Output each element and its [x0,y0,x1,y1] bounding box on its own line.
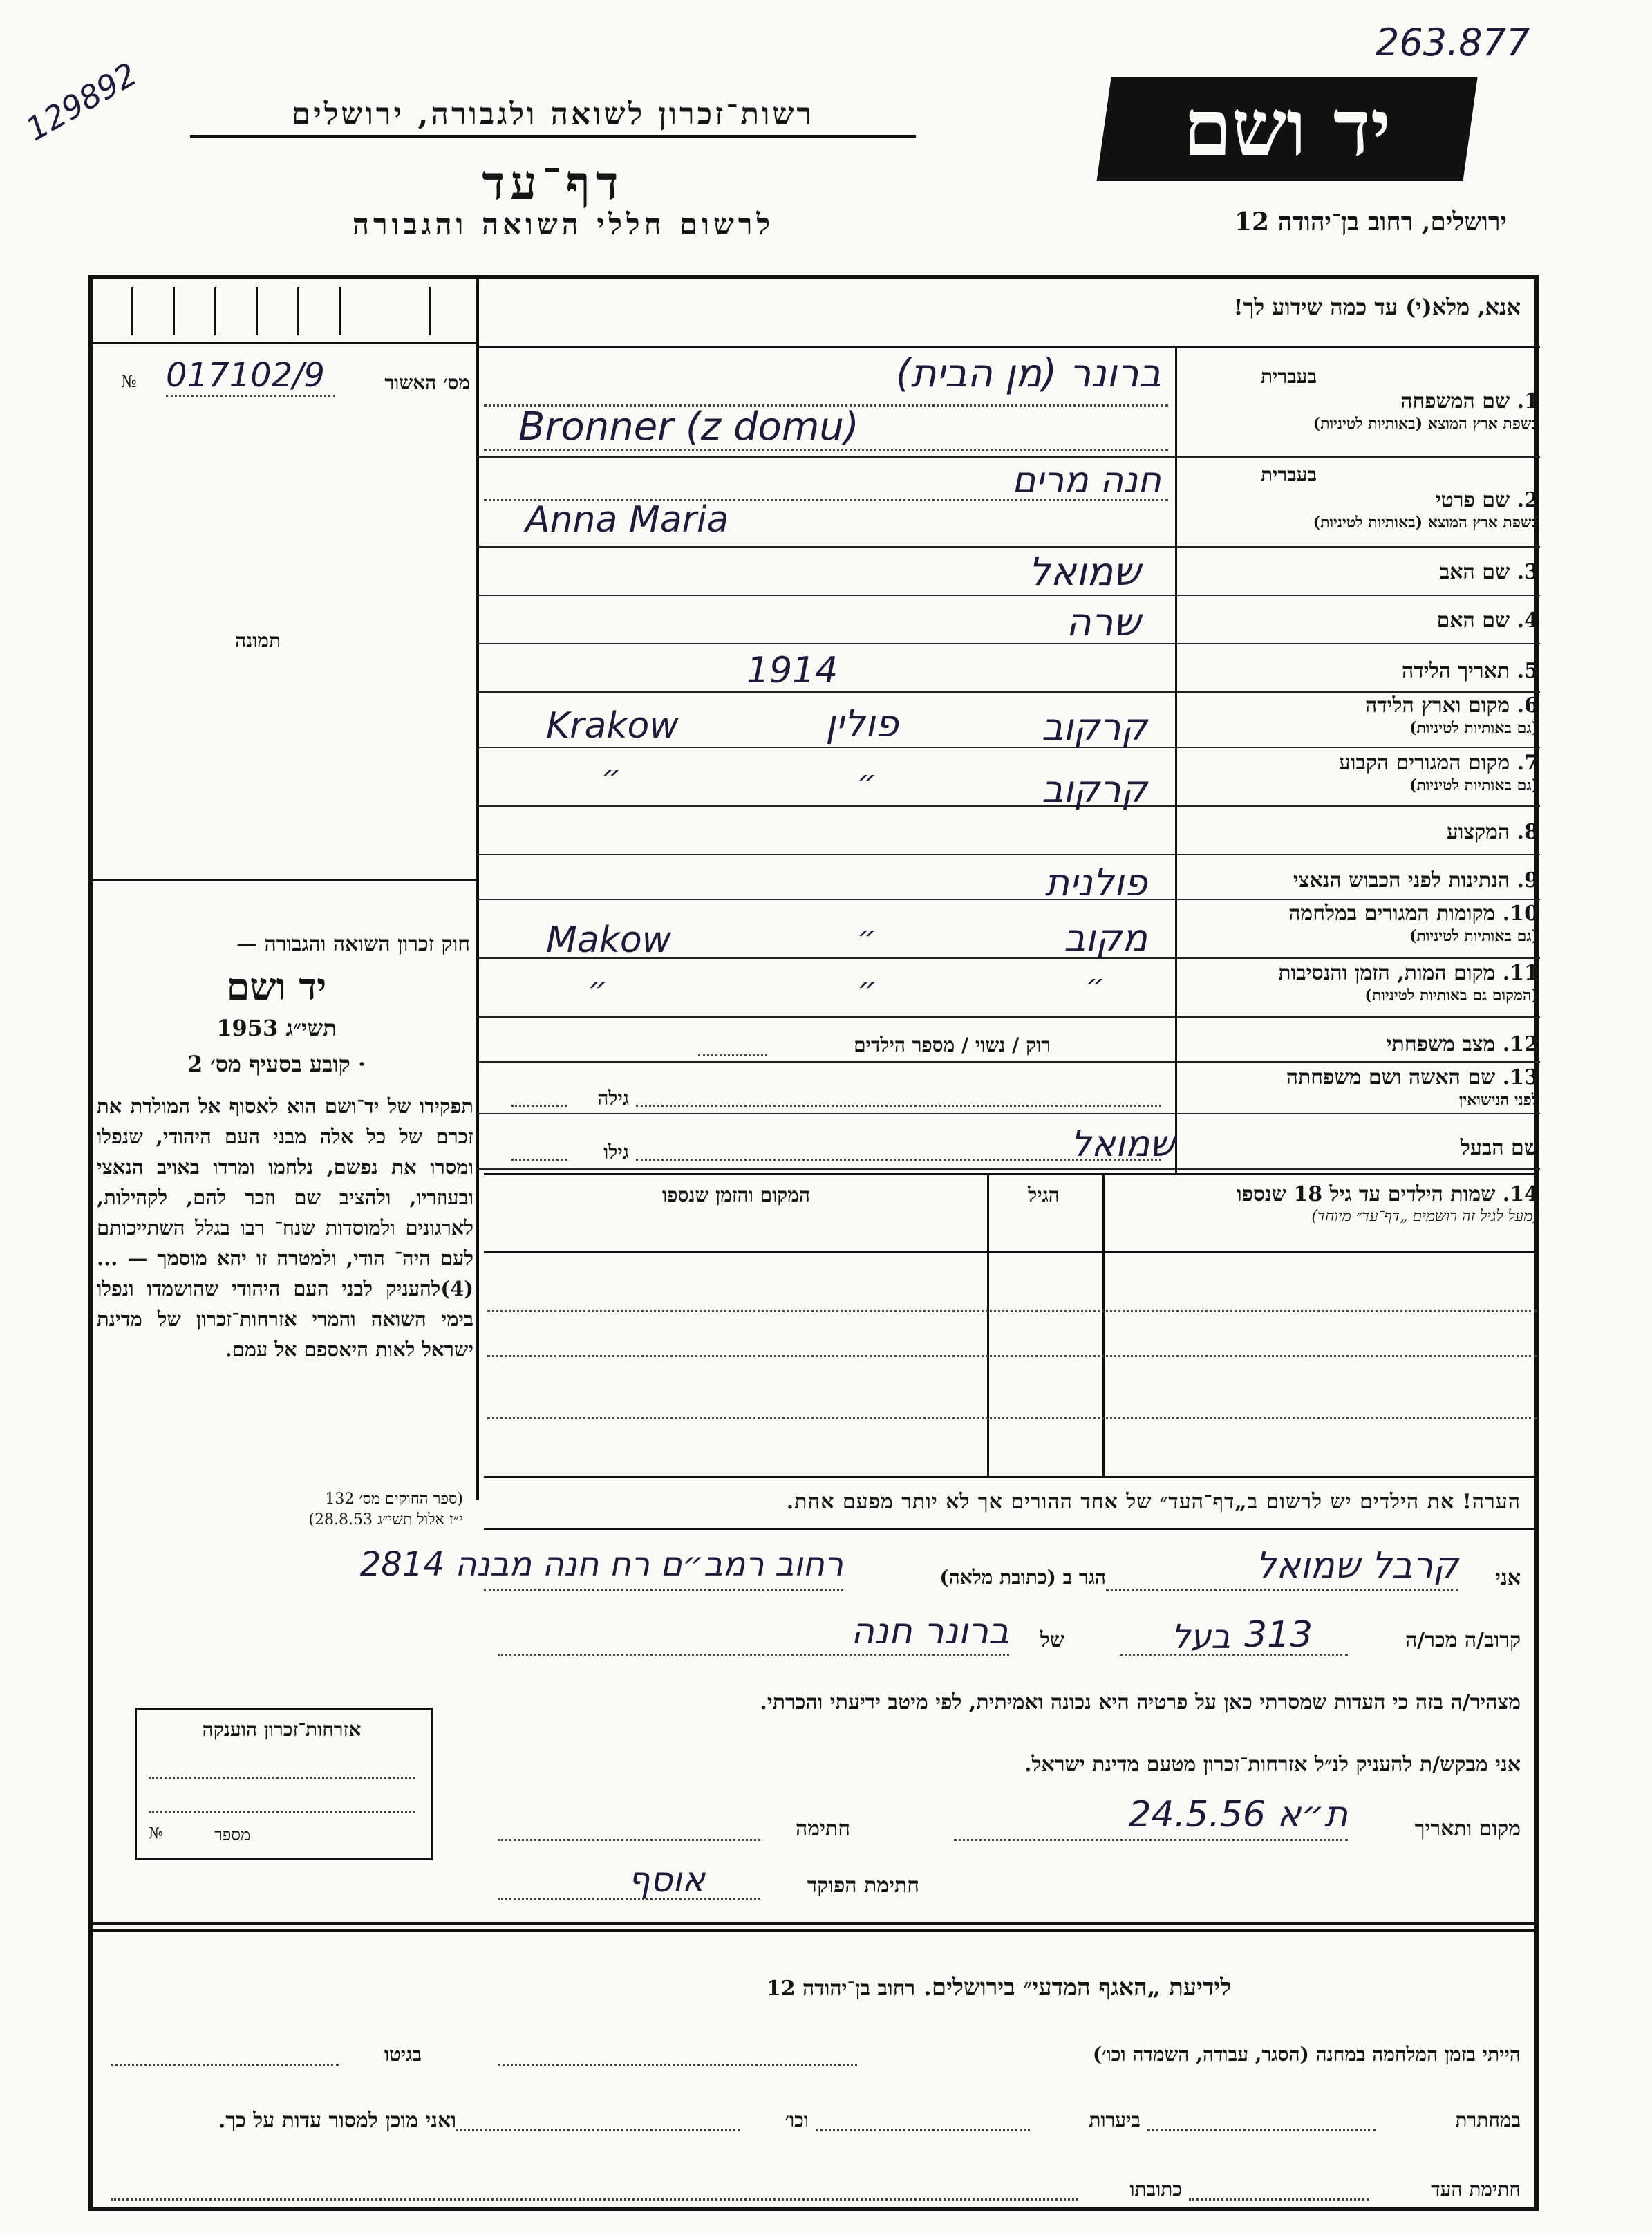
husband-label [1186,1137,1539,1159]
footer-line2-d: ואני מוכן למסור עדות על כך. [218,2109,456,2133]
footer-line2-b: ביערות [1089,2109,1141,2131]
field-2-lang-tag: בעברית [1260,463,1317,486]
field-3-num: 3. [1517,560,1539,584]
field-7-num: 7. [1517,751,1539,775]
decl-of-name: ברונר חנה [850,1611,1009,1652]
footer-line1-b: בגיטו [384,2043,422,2066]
children-col-age: הגיל [1028,1184,1060,1206]
field-12-options: רוק / נשוי / מספר הילדים [854,1034,1051,1056]
citizenship-no-label: מספר [214,1825,251,1844]
law-ref-2: י״ז אלול תשי״ג 28.8.53) [308,1511,463,1529]
decl-place-date-label: מקום ותאריך [1414,1817,1521,1841]
field-8-num: 8. [1517,820,1539,844]
field-7-city: קרקוב [1041,767,1147,811]
form-title: דף־עד [482,156,624,211]
field-10-label [1186,903,1539,947]
citizenship-box-title: אזרחות־זכרון הוענקה [202,1718,362,1741]
field-11-ditto-2: ״ [857,971,877,1007]
address-line: ירושלים, רחוב בן־יהודה 12 [1234,207,1507,236]
authority-text: רשות־זכרון לשואה ולגבורה, ירושלים [291,97,815,132]
field-13-num: 13. [1502,1065,1539,1090]
field-6-sub: (גם באותיות לטיניות) [1409,719,1539,737]
decl-statement: מצהיר/ה בזה כי העדות שמסרתי כאן על פרטיה היא נכונה ואמיתית, לפי מיטב ידיעתי והכרתי. [760,1690,1521,1715]
field-7-ditto-1: ״ [857,764,877,799]
footer-line3-a: חתימת העד [1431,2178,1521,2201]
registration-label: מס׳ האשור [384,371,470,394]
field-1-lang-tag: בעברית [1260,365,1317,388]
decl-place-date: ת״א 24.5.56 [1128,1794,1348,1835]
field-12-label [1186,1034,1539,1056]
footer-line2-c: וכו׳ [785,2109,809,2131]
field-11-ditto-3: ״ [588,971,608,1007]
field-2-value-he: חנה מרים [1011,460,1161,501]
field-10-num: 10. [1502,901,1539,926]
decl-of-label: של [1040,1628,1064,1652]
field-2-label [1186,489,1539,534]
photo-label: תמונה [235,629,281,652]
field-6-latin: Krakow [546,705,679,747]
decl-request: אני מבקש/ת להעניק לנ״ל אזרחות־זכרון מטעם מדינת ישראל. [1024,1753,1521,1777]
field-10-latin: Makow [546,919,672,961]
footer-address: רחוב בן־יהודה 12 [766,1977,916,2001]
husband-value: שמואל [1071,1123,1175,1165]
field-8-label [1186,821,1539,843]
decl-i-name: קרבל שמואל [1255,1545,1458,1587]
registration-no-sign: № [121,372,137,391]
field-3-value: שמואל [1028,550,1141,595]
field-6-num: 6. [1517,693,1539,718]
field-7-label [1186,752,1539,796]
husband-text: שם הבעל [1460,1136,1539,1160]
field-6-text: מקום וארץ הלידה [1364,693,1510,718]
decl-signature-label: חתימה [796,1817,850,1841]
field-9-num: 9. [1517,868,1539,893]
field-2-num: 2. [1517,488,1539,512]
field-13-age-label: גילה [597,1087,629,1110]
field-7-text: מקום המגורים הקבוע [1338,751,1510,775]
field-1-label [1186,391,1539,435]
decl-relation-number: 313 [1244,1614,1313,1656]
field-2-text: שם פרטי [1435,488,1510,512]
field-1-sub: בשפת ארץ המוצא (באותיות לטיניות) [1313,415,1539,433]
field-5-value: 1914 [747,650,838,691]
field-11-text: מקום המות, הזמן והנסיבות [1278,961,1496,985]
field-9-value: פולנית [1044,861,1147,904]
footer-line1-a: הייתי בזמן המלחמה במחנה (הסגר, עבודה, השמדה וכו׳) [1092,2043,1521,2066]
field-4-label [1186,610,1539,632]
law-clause: · קובע בסעיף מס׳ 2 [187,1051,366,1077]
registration-ticks [131,287,463,335]
husband-age-label: גילו [603,1141,629,1164]
field-2-value-latin: Anna Maria [525,499,729,541]
children-num: 14. [1502,1182,1539,1206]
field-4-text: שם האם [1436,608,1510,633]
footer-line2-a: במחתרת [1455,2109,1521,2131]
authority-line [190,97,916,138]
children-label [1110,1184,1539,1228]
field-11-ditto-1: ״ [1085,968,1105,1003]
field-10-sub: (גם באותיות לטיניות) [1409,927,1539,945]
children-col-place: המקום והזמן שנספו [662,1184,810,1206]
field-13-sub: לפני הנישואין [1458,1091,1539,1109]
law-title: חוק זכרון השואה והגבורה — [236,932,470,956]
field-13-text: שם האשה ושם משפחתה [1286,1065,1496,1090]
field-6-city: קרקוב [1041,705,1147,749]
decl-relation: בעל [1171,1618,1230,1656]
field-10-text: מקומות המגורים במלחמה [1288,901,1496,926]
law-text: תפקידו של יד־ושם הוא לאסוף אל המולדת את זכרם של כל אלה מבני העם היהודי, שנפלו ומסרו את נפשם, נלחמו ומרדו באויב הנאצי ובעוזריו, ולהציב שם וזכר להם, לקהילות, לארגונים ולמוסדות שנח־ רבו בגלל השתייכותם לעם היה־ הודי, ולמטרה זו יהא מוסמך — ...(4)להעניק לבני העם היהודי שהושמדו ונפלו בימי השואה והמרי אזרחות־זכרון של מדינת ישראל לאות היאספם אל עמם. [97,1094,473,1361]
field-6-label [1186,695,1539,739]
field-9-text: הנתינות לפני הכבוש הנאצי [1293,868,1510,893]
decl-official-sig: אוסף [628,1860,705,1900]
instruction-text: אנא, מלא(י) עד כמה שידוע לך! [1233,294,1521,320]
field-7-ditto-2: ״ [601,759,621,794]
field-12-text: מצב משפחתי [1386,1032,1496,1056]
field-11-sub: (המקום גם באותיות לטיניות) [1364,987,1539,1005]
archive-number-top: 263.877 [1376,21,1530,64]
footer-line3-b: כתובתו [1129,2178,1182,2201]
decl-resides: הגר ב (כתובת מלאה) [939,1566,1106,1589]
field-1-value-he: ברונר (מן הבית) [895,351,1161,396]
logo-text: יד ושם [1183,83,1391,174]
field-1-value-latin: Bronner (z domu) [518,404,859,449]
field-8-text: המקצוע [1446,820,1510,844]
field-1-text: שם המשפחה [1400,389,1510,413]
field-5-num: 5. [1517,659,1539,683]
footer-title-text: לידיעת „האגף המדעי״ בירושלים. [923,1974,1232,2001]
decl-address: רחוב רמב״ם רח חנה מבנה 2814 [359,1545,843,1584]
field-9-label [1186,870,1539,892]
form-subtitle: לרשום חללי השואה והגבורה [352,207,775,241]
field-5-label [1186,660,1539,682]
instruction-underline [476,346,1540,348]
field-5-text: תאריך הלידה [1402,659,1510,683]
field-12-num: 12. [1502,1032,1539,1056]
field-4-value: שרה [1066,600,1141,645]
law-ref-1: (ספר החוקים מס׳ 132 [325,1491,463,1508]
field-2-sub: בשפת ארץ המוצא (באותיות לטיניות) [1313,514,1539,532]
footer-title [484,1974,1514,2001]
decl-relative-label: קרוב/ה מכר/ה [1405,1628,1521,1652]
sidebar-divider [476,277,479,1500]
field-6-country: פולין [825,702,899,745]
registration-number: 017102/9 [166,356,335,397]
field-11-num: 11. [1502,961,1539,985]
children-sub: (מעל לגיל זה רושמים „דף־עד״ מיוחד) [1311,1208,1539,1225]
field-4-num: 4. [1517,608,1539,633]
field-13-label [1186,1067,1539,1111]
decl-i-label: אני [1495,1566,1521,1590]
law-name: יד ושם [226,964,327,1009]
field-7-sub: (גם באותיות לטיניות) [1409,776,1539,794]
field-3-label [1186,561,1539,583]
decl-official-sig-label: חתימת הפוקד [807,1874,919,1898]
field-10-city: מקוב [1064,916,1147,960]
label-col-divider [1175,346,1177,1175]
field-10-ditto: ״ [857,919,877,955]
law-year: תשי״ג 1953 [216,1015,337,1041]
citizenship-no-sign: № [149,1825,163,1842]
children-text: שמות הילדים עד גיל 18 שנספו [1236,1182,1496,1206]
archive-number-corner: 129892 [19,55,144,149]
field-3-text: שם האב [1439,560,1510,584]
field-1-num: 1. [1517,389,1539,413]
children-note: הערה! את הילדים יש לרשום ב„דף־העד״ של אחד ההורים אך לא יותר מפעם אחת. [786,1490,1521,1514]
field-11-label [1186,962,1539,1007]
